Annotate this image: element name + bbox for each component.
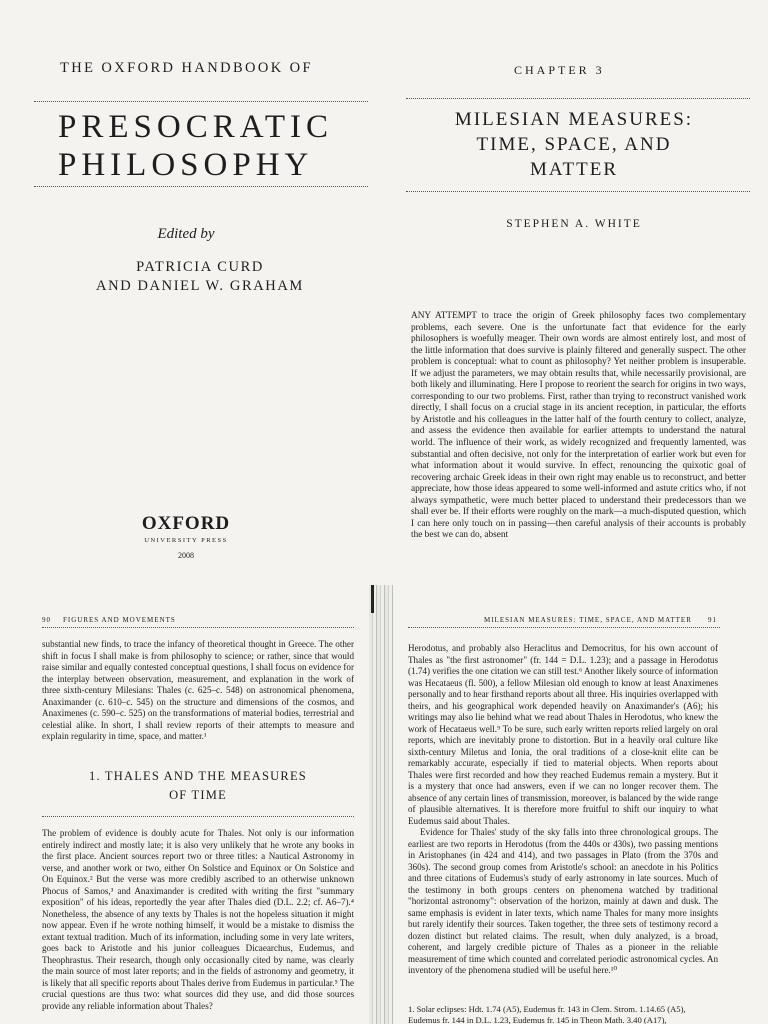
- chapter-number: CHAPTER 3: [514, 63, 605, 77]
- running-head: MILESIAN MEASURES: TIME, SPACE, AND MATTER: [484, 616, 692, 624]
- chapter-body-text: ANY ATTEMPT to trace the origin of Greek philosophy faces two complementary problems, each severe. One is the unfortunate fact that evidence for the early philosophers is woefully meager. Their own words are almost entirely lost, and most of the little information that does survive is plainly filtered and generally suspect. The other problem is conceptual: what to count as philosophy? Yet neither problem is insuperable. If we adjust the parameters, we may obtain results that, while necessarily provisional, are both likely and illuminating. Here I propose to reorient the search for origins in two ways, corresponding to our two problems. First, rather than trying to reconstruct vanished work directly, I shall focus on a crucial stage in its ancient reception, in particular, the efforts by Aristotle and his colleagues in the latter half of the fourth century to collect, analyze, and assess the evidence then available for earlier attempts to understand the natural world. The influence of their work, as widely recognized and frequently lamented, was substantial and often decisive, not only for the interpretation of earlier work but even for what information about it would survive. In effect, renouncing the quixotic goal of recovering archaic Greek ideas in their own right may enable us to reconstruct, and better appreciate, how those ideas appeared to some well-informed and astute critics who, if not always sympathetic, were much better placed to understand their predecessors than we shall ever be. If their efforts were roughly on the mark—a much-disputed question, which I can here only touch on in passing—then careful analysis of their accounts is probably the best we can do, absent: [411, 311, 746, 541]
- rule: [408, 627, 720, 628]
- chapter-title-line: MILESIAN MEASURES:: [454, 109, 694, 130]
- rule: [42, 816, 354, 817]
- book-title-line: PHILOSOPHY: [58, 147, 314, 183]
- rule: [42, 627, 354, 628]
- paragraph: Evidence for Thales' study of the sky falls into three chronological groups. The earliest are two reports in Herodotus (from the 440s or 430s), two passing mentions in Aristophanes (in 424 and 414), and two passages in Plato (from the 370s and 360s). The second group comes from Aristotle's school: an anecdote in his Politics and three citations of Eudemus's study of early astronomy in late sources. Much of the testimony in both groups centers on phenomena watched by traditional "horizontal astronomy": observation of the horizon, mainly at dawn and dusk. The same emphasis is evident in later texts, which name Thales for many more insights but rarely identify their sources. Taken together, the three sets of testimony record a dozen distinct but related claims. The result, when duly analyzed, is a broad, coherent, and largely credible picture of Thales as a pioneer in the reliable measurement of time which counted and correlated periodic astronomical cycles. An inventory of the phenomena studied will be useful here.¹⁰: [408, 827, 718, 975]
- series-title: THE OXFORD HANDBOOK OF: [60, 60, 313, 76]
- rule: [34, 186, 368, 187]
- book-spine-gutter: [369, 585, 393, 1024]
- editor-name: AND DANIEL W. GRAHAM: [96, 278, 304, 294]
- page-body: [408, 643, 718, 977]
- publisher-subtitle: UNIVERSITY PRESS: [144, 537, 228, 544]
- rule: [406, 191, 750, 192]
- page-90: [0, 600, 372, 1024]
- rule: [34, 101, 368, 102]
- chapter-title-line: MATTER: [530, 159, 618, 180]
- rule: [406, 98, 750, 99]
- page-91: [396, 600, 768, 1024]
- running-head: FIGURES AND MOVEMENTS: [63, 616, 176, 624]
- section-paragraph: The problem of evidence is doubly acute for Thales. Not only is our information entirely indirect and mostly late; it is also very unlikely that he wrote any books in the first place. Ancient sources report two or three titles: a Nautical Astronomy in verse, and another work or two, either On Solstice and Equinox or On Solstice and On Equinox.² But the verse was more credibly ascribed to an otherwise unknown Phocus of Samos,³ and Anaximander is credited with writing the first "summary exposition" of his ideas, reportedly the year after Thales died (D.L. 2.2; cf. A6–7).⁴ Nonetheless, the absence of any texts by Thales is not the hopeless situation it might now appear. Even if he wrote nothing himself, it would be a mistake to dismiss the extant textual tradition. Much of its information, including some in very late writers, goes back to Aristotle and his junior colleagues Dicaearchus, Eudemus, and Theophrastus. Their research, though only occasionally cited by name, was clearly the main source of most later reports; and in the fields of astronomy and geometry, it is likely that all specific reports about Thales derive from Eudemus in particular.⁵ The crucial questions are thus two: what sources did they use, and did those sources provide any reliable information about Thales?: [42, 828, 354, 1011]
- book-title-line: PRESOCRATIC: [58, 109, 334, 145]
- handbook-title-page: [0, 0, 384, 600]
- edited-by: Edited by: [157, 226, 215, 242]
- publisher-logo: OXFORD: [141, 513, 231, 534]
- section-heading-line: 1. THALES AND THE MEASURES: [89, 769, 307, 783]
- footnote: 1. Solar eclipses: Hdt. 1.74 (A5), Eudemus fr. 143 in Clem. Strom. 1.14.65 (A5), Eudemus fr. 144 in D.L. 1.23, Eudemus fr. 145 in Theon Math. 3.40 (A17),: [408, 1004, 686, 1024]
- page-number: 91: [708, 616, 717, 624]
- chapter-title-line: TIME, SPACE, AND: [476, 134, 672, 155]
- intro-paragraph: substantial new finds, to trace the infancy of theoretical thought in Greece. The other shift in focus I shall make is from philosophy to science; or rather, since that would raise similar and equally contested conceptual questions, I shall focus on evidence for the interplay between observation, measurement, and explanation in the work of three sixth-century Milesians: Thales (c. 625–c. 548) on astronomical phenomena, Anaximander (c. 610–c. 545) on the structure and dimensions of the cosmos, and Anaximenes (c. 590–c. 525) on the transformations of material bodies, terrestrial and celestial alike. In short, I shall review reports of their attempts to measure and explain regularity in time, space, and matter.¹: [42, 639, 354, 741]
- chapter-author: STEPHEN A. WHITE: [506, 218, 642, 230]
- editors: [30, 258, 370, 296]
- section-heading-line: OF TIME: [169, 788, 227, 802]
- page-number: 90: [42, 616, 51, 624]
- paragraph: Herodotus, and probably also Heraclitus and Democritus, for his own account of Thales as "the first astronomer" (fr. 144 = D.L. 1.23); and a passage in Herodotus (1.74) verifies the one citation we can still test.⁶ Another likely source of information was Hecataeus (fl. 500), a fellow Milesian old enough to know at least Anaximenes personally and to hear firsthand reports about all three. His inquiries overlapped with theirs, and his geographical work depended heavily on Anaximander's (A6); his writings may also lie behind what we read about Thales in Herodotus, who knew the work of Hecataeus well.⁹ To be sure, such early written reports relied largely on oral reports, which are inevitably prone to distortion. But in a heavily oral culture like sixth-century Miletus and Ionia, the oral traditions of a close-knit elite can be remarkably accurate, especially if tied to material objects. When reports about Thales were first recorded and how they reached Eudemus remain a mystery. But it is a mystery that once had answers, even if we can no longer recover them. The absence of any certain lines of transmission, moreover, is balanced by the wide range of plausible alternatives. It is therefore more fruitful to shift our inquiry to what Eudemus said about Thales.: [408, 643, 718, 826]
- publication-year: 2008: [178, 551, 194, 560]
- chapter-opening-page: [384, 0, 768, 600]
- editor-name: PATRICIA CURD: [136, 259, 264, 275]
- book-title: [58, 108, 333, 184]
- chapter-title: [424, 107, 724, 182]
- section-heading: [42, 767, 354, 805]
